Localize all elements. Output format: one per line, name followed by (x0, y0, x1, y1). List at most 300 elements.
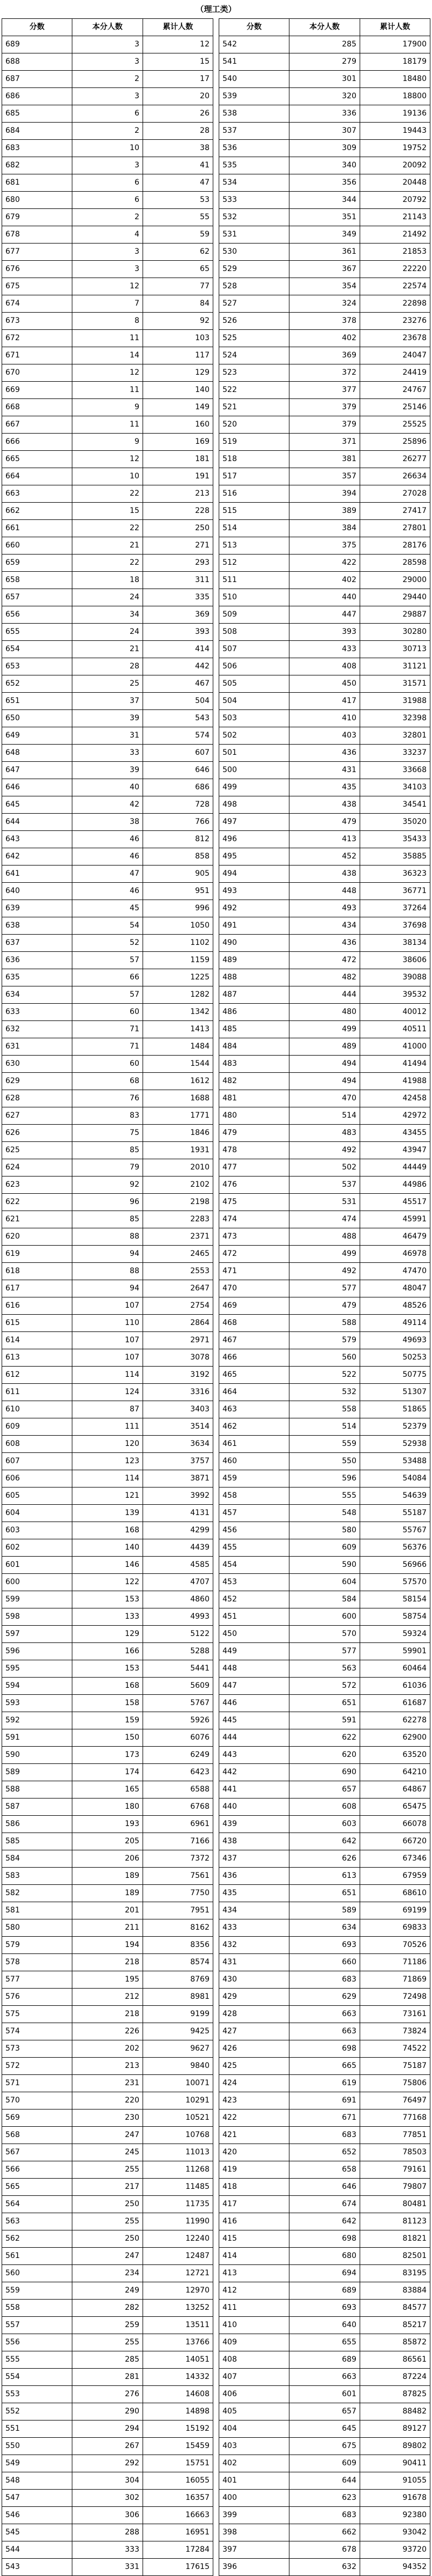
cumulative-cell: 81123 (360, 2213, 430, 2230)
count-cell: 165 (72, 1781, 143, 1798)
count-cell: 356 (289, 174, 360, 191)
cumulative-cell: 83884 (360, 2282, 430, 2299)
score-table-left (2, 18, 213, 2576)
cumulative-cell: 4993 (143, 1608, 213, 1625)
score-cell: 500 (219, 762, 289, 779)
table-row (2, 1384, 213, 1401)
table-row (219, 1574, 430, 1591)
cumulative-cell: 82501 (360, 2248, 430, 2264)
table-row (219, 1591, 430, 1608)
score-cell: 678 (2, 226, 72, 243)
cumulative-cell: 9425 (143, 2023, 213, 2040)
cumulative-cell: 76497 (360, 2092, 430, 2109)
table-row (219, 2300, 430, 2317)
score-cell: 587 (2, 1799, 72, 1815)
count-cell: 194 (72, 1937, 143, 1953)
score-cell: 663 (2, 485, 72, 502)
cumulative-cell: 38 (143, 140, 213, 157)
cumulative-cell: 36771 (360, 883, 430, 900)
cumulative-cell: 17900 (360, 36, 430, 53)
table-row (219, 1090, 430, 1107)
score-cell: 438 (219, 1833, 289, 1850)
table-row (2, 2075, 213, 2092)
count-cell: 94 (72, 1246, 143, 1262)
score-cell: 548 (2, 2472, 72, 2489)
count-cell: 39 (72, 710, 143, 727)
score-cell: 459 (219, 1470, 289, 1487)
score-cell: 518 (219, 451, 289, 468)
score-cell: 643 (2, 831, 72, 848)
cumulative-cell: 69199 (360, 1902, 430, 1919)
count-cell: 166 (72, 1643, 143, 1660)
count-cell: 657 (289, 1781, 360, 1798)
count-cell: 150 (72, 1729, 143, 1746)
table-row (219, 1885, 430, 1902)
table-row (2, 330, 213, 347)
cumulative-cell: 15192 (143, 2421, 213, 2437)
cumulative-cell: 37698 (360, 917, 430, 934)
score-cell: 503 (219, 710, 289, 727)
cumulative-cell: 45517 (360, 1194, 430, 1211)
count-cell: 558 (289, 1401, 360, 1418)
count-cell: 47 (72, 866, 143, 882)
score-cell: 452 (219, 1591, 289, 1608)
count-cell: 470 (289, 1090, 360, 1107)
cumulative-cell: 3403 (143, 1401, 213, 1418)
table-row (219, 917, 430, 935)
cumulative-cell: 85217 (360, 2317, 430, 2334)
count-cell: 107 (72, 1332, 143, 1349)
cumulative-cell: 4299 (143, 1522, 213, 1539)
cumulative-cell: 41494 (360, 1056, 430, 1072)
score-cell: 578 (2, 1954, 72, 1971)
score-cell: 594 (2, 1678, 72, 1694)
count-cell: 25 (72, 675, 143, 692)
score-cell: 456 (219, 1522, 289, 1539)
cumulative-cell: 67959 (360, 1868, 430, 1884)
cumulative-cell: 42458 (360, 1090, 430, 1107)
score-cell: 420 (219, 2144, 289, 2161)
table-row (2, 2127, 213, 2144)
count-cell: 46 (72, 848, 143, 865)
count-cell: 2 (72, 71, 143, 87)
score-cell: 646 (2, 779, 72, 796)
table-row (219, 675, 430, 693)
count-cell: 634 (289, 1919, 360, 1936)
table-row (2, 1799, 213, 1816)
count-cell: 88 (72, 1263, 143, 1280)
cumulative-cell: 51307 (360, 1384, 430, 1401)
cumulative-cell: 21143 (360, 209, 430, 226)
cumulative-cell: 213 (143, 485, 213, 502)
table-row (219, 2507, 430, 2524)
score-cell: 659 (2, 555, 72, 571)
score-cell: 512 (219, 555, 289, 571)
count-cell: 205 (72, 1833, 143, 1850)
count-cell: 563 (289, 1660, 360, 1677)
count-cell: 489 (289, 1038, 360, 1055)
count-cell: 522 (289, 1367, 360, 1383)
table-row (219, 727, 430, 745)
count-cell: 87 (72, 1401, 143, 1418)
cumulative-cell: 30280 (360, 624, 430, 640)
table-row (219, 1850, 430, 1868)
table-row (219, 1436, 430, 1453)
table-row (2, 1056, 213, 1073)
score-cell: 449 (219, 1643, 289, 1660)
score-cell: 423 (219, 2092, 289, 2109)
count-cell: 579 (289, 1332, 360, 1349)
count-cell: 655 (289, 2334, 360, 2351)
cumulative-cell: 22898 (360, 295, 430, 312)
table-row (2, 2230, 213, 2248)
score-cell: 558 (2, 2300, 72, 2316)
table-row (219, 1608, 430, 1626)
score-cell: 490 (219, 935, 289, 951)
table-row (2, 1937, 213, 1954)
cumulative-cell: 17284 (143, 2541, 213, 2558)
score-cell: 577 (2, 1971, 72, 1988)
cumulative-cell: 66078 (360, 1816, 430, 1833)
count-cell: 674 (289, 2196, 360, 2213)
score-cell: 521 (219, 399, 289, 416)
table-row (219, 36, 430, 53)
table-row (2, 1470, 213, 1488)
cumulative-cell: 58754 (360, 1608, 430, 1625)
score-cell: 645 (2, 796, 72, 813)
count-cell: 202 (72, 2040, 143, 2057)
table-row (219, 1073, 430, 1090)
score-cell: 531 (219, 226, 289, 243)
table-row (2, 1177, 213, 1194)
score-cell: 517 (219, 468, 289, 485)
score-cell: 418 (219, 2179, 289, 2195)
score-cell: 627 (2, 1107, 72, 1124)
cumulative-cell: 91678 (360, 2490, 430, 2506)
cumulative-cell: 19752 (360, 140, 430, 157)
table-row (2, 1712, 213, 1729)
score-cell: 441 (219, 1781, 289, 1798)
count-cell: 492 (289, 1142, 360, 1159)
score-cell: 679 (2, 209, 72, 226)
count-cell: 660 (289, 1954, 360, 1971)
table-row (2, 658, 213, 675)
cumulative-cell: 46978 (360, 1246, 430, 1262)
count-cell: 629 (289, 1989, 360, 2005)
count-cell: 3 (72, 157, 143, 174)
score-cell: 498 (219, 796, 289, 813)
score-cell: 598 (2, 1608, 72, 1625)
score-cell: 608 (2, 1436, 72, 1452)
cumulative-cell: 53488 (360, 1453, 430, 1470)
table-row (2, 1021, 213, 1038)
cumulative-cell: 2371 (143, 1228, 213, 1245)
cumulative-cell: 1342 (143, 1004, 213, 1020)
count-cell: 336 (289, 105, 360, 122)
cumulative-cell: 2102 (143, 1177, 213, 1193)
count-cell: 514 (289, 1107, 360, 1124)
score-cell: 658 (2, 572, 72, 589)
score-cell: 672 (2, 330, 72, 347)
table-row (219, 1833, 430, 1850)
score-cell: 674 (2, 295, 72, 312)
score-cell: 397 (219, 2541, 289, 2558)
cumulative-cell: 62278 (360, 1712, 430, 1729)
score-cell: 460 (219, 1453, 289, 1470)
cumulative-cell: 12240 (143, 2230, 213, 2247)
cumulative-cell: 504 (143, 693, 213, 709)
count-cell: 309 (289, 140, 360, 157)
table-row (219, 2490, 430, 2507)
table-row (2, 2196, 213, 2213)
count-cell: 37 (72, 693, 143, 709)
score-cell: 669 (2, 382, 72, 398)
count-cell: 436 (289, 745, 360, 761)
score-cell: 487 (219, 986, 289, 1003)
table-row (2, 606, 213, 624)
count-cell: 2 (72, 209, 143, 226)
score-cell: 434 (219, 1902, 289, 1919)
count-cell: 11 (72, 416, 143, 433)
count-cell: 218 (72, 2006, 143, 2023)
score-cell: 547 (2, 2490, 72, 2506)
cumulative-cell: 59324 (360, 1626, 430, 1642)
table-row (2, 1038, 213, 1056)
score-cell: 550 (2, 2438, 72, 2455)
score-table-right (219, 18, 430, 2576)
count-cell: 180 (72, 1799, 143, 1815)
score-cell: 534 (219, 174, 289, 191)
score-cell: 600 (2, 1574, 72, 1591)
score-cell: 569 (2, 2110, 72, 2126)
cumulative-cell: 84577 (360, 2300, 430, 2316)
table-row (219, 1280, 430, 1297)
cumulative-cell: 26 (143, 105, 213, 122)
count-cell: 389 (289, 503, 360, 519)
cumulative-cell: 40511 (360, 1021, 430, 1038)
table-row (2, 796, 213, 814)
cumulative-cell: 79161 (360, 2161, 430, 2178)
table-row (2, 2006, 213, 2023)
count-cell: 250 (72, 2230, 143, 2247)
score-cell: 427 (219, 2023, 289, 2040)
score-cell: 396 (219, 2559, 289, 2575)
cumulative-cell: 2553 (143, 1263, 213, 1280)
count-cell: 645 (289, 2421, 360, 2437)
table-row (2, 347, 213, 364)
table-row (219, 1004, 430, 1021)
count-cell: 403 (289, 727, 360, 744)
count-cell: 689 (289, 2351, 360, 2368)
count-cell: 218 (72, 1954, 143, 1971)
count-cell: 479 (289, 814, 360, 830)
score-cell: 580 (2, 1919, 72, 1936)
cumulative-cell: 33668 (360, 762, 430, 779)
table-row (219, 1989, 430, 2006)
score-cell: 612 (2, 1367, 72, 1383)
cumulative-cell: 13766 (143, 2334, 213, 2351)
table-row (2, 2334, 213, 2351)
score-cell: 472 (219, 1246, 289, 1262)
score-cell: 486 (219, 1004, 289, 1020)
cumulative-cell: 39088 (360, 969, 430, 986)
score-cell: 671 (2, 347, 72, 364)
header-score: 分数 (2, 19, 72, 36)
score-cell: 688 (2, 53, 72, 70)
cumulative-cell: 858 (143, 848, 213, 865)
score-cell: 422 (219, 2110, 289, 2126)
count-cell: 8 (72, 313, 143, 329)
table-row (219, 2317, 430, 2334)
score-cell: 480 (219, 1107, 289, 1124)
table-row (2, 503, 213, 520)
count-cell: 31 (72, 727, 143, 744)
table-row (219, 969, 430, 986)
cumulative-cell: 30713 (360, 641, 430, 658)
cumulative-cell: 29440 (360, 589, 430, 606)
cumulative-cell: 59 (143, 226, 213, 243)
count-cell: 285 (289, 36, 360, 53)
score-cell: 528 (219, 278, 289, 295)
score-cell: 478 (219, 1142, 289, 1159)
cumulative-cell: 55187 (360, 1505, 430, 1522)
cumulative-cell: 32398 (360, 710, 430, 727)
cumulative-cell: 28 (143, 123, 213, 139)
cumulative-cell: 62900 (360, 1729, 430, 1746)
table-row (2, 1678, 213, 1695)
table-row (219, 1470, 430, 1488)
table-row (219, 1954, 430, 1971)
score-cell: 629 (2, 1073, 72, 1090)
table-row (219, 1557, 430, 1574)
score-cell: 637 (2, 935, 72, 951)
count-cell: 331 (72, 2559, 143, 2575)
count-cell: 15 (72, 503, 143, 519)
table-row (219, 658, 430, 675)
score-cell: 607 (2, 1453, 72, 1470)
count-cell: 613 (289, 1868, 360, 1884)
count-cell: 693 (289, 2300, 360, 2316)
table-row (2, 1557, 213, 1574)
count-cell: 107 (72, 1349, 143, 1366)
table-row (219, 1177, 430, 1194)
score-cell: 432 (219, 1937, 289, 1953)
count-cell: 608 (289, 1799, 360, 1815)
score-cell: 493 (219, 883, 289, 900)
score-cell: 519 (219, 434, 289, 450)
table-row (2, 1453, 213, 1470)
cumulative-cell: 14608 (143, 2386, 213, 2403)
count-cell: 435 (289, 779, 360, 796)
cumulative-cell: 19136 (360, 105, 430, 122)
score-cell: 516 (219, 485, 289, 502)
table-row (2, 1660, 213, 1678)
count-cell: 531 (289, 1194, 360, 1211)
cumulative-cell: 414 (143, 641, 213, 658)
cumulative-cell: 67346 (360, 1850, 430, 1867)
score-cell: 399 (219, 2507, 289, 2524)
table-row (2, 1919, 213, 1937)
score-cell: 617 (2, 1280, 72, 1297)
cumulative-cell: 1413 (143, 1021, 213, 1038)
table-row (2, 2023, 213, 2040)
cumulative-cell: 50775 (360, 1367, 430, 1383)
table-row (2, 883, 213, 900)
score-cell: 513 (219, 537, 289, 554)
count-cell: 591 (289, 1712, 360, 1729)
score-cell: 510 (219, 589, 289, 606)
cumulative-cell: 9840 (143, 2058, 213, 2074)
cumulative-cell: 81821 (360, 2230, 430, 2247)
table-row (219, 244, 430, 261)
table-row (219, 1125, 430, 1142)
table-row (219, 693, 430, 710)
table-row (2, 468, 213, 485)
score-cell: 412 (219, 2282, 289, 2299)
table-row (219, 1643, 430, 1660)
count-cell: 212 (72, 1989, 143, 2005)
score-cell: 488 (219, 969, 289, 986)
score-cell: 545 (2, 2524, 72, 2541)
cumulative-cell: 25525 (360, 416, 430, 433)
table-row (219, 814, 430, 831)
table-row (219, 589, 430, 606)
cumulative-cell: 16663 (143, 2507, 213, 2524)
cumulative-cell: 75187 (360, 2058, 430, 2074)
cumulative-cell: 7561 (143, 1868, 213, 1884)
table-row (2, 2282, 213, 2300)
cumulative-cell: 8769 (143, 1971, 213, 1988)
table-row (2, 2213, 213, 2230)
cumulative-cell: 1282 (143, 986, 213, 1003)
cumulative-cell: 293 (143, 555, 213, 571)
cumulative-cell: 4439 (143, 1539, 213, 1556)
cumulative-cell: 53 (143, 192, 213, 208)
table-row (2, 71, 213, 88)
table-row (219, 2369, 430, 2386)
table-row (2, 589, 213, 606)
score-cell: 626 (2, 1125, 72, 1141)
count-cell: 434 (289, 917, 360, 934)
cumulative-cell: 27417 (360, 503, 430, 519)
cumulative-cell: 16055 (143, 2472, 213, 2489)
table-row (219, 2421, 430, 2438)
cumulative-cell: 92380 (360, 2507, 430, 2524)
count-cell: 488 (289, 1228, 360, 1245)
table-row (219, 1021, 430, 1038)
table-row (219, 520, 430, 537)
score-cell: 524 (219, 347, 289, 364)
table-row (2, 1436, 213, 1453)
count-cell: 302 (72, 2490, 143, 2506)
score-cell: 406 (219, 2386, 289, 2403)
cumulative-cell: 7750 (143, 1885, 213, 1902)
count-cell: 447 (289, 606, 360, 623)
table-row (219, 1418, 430, 1436)
score-cell: 400 (219, 2490, 289, 2506)
count-cell: 294 (72, 2421, 143, 2437)
cumulative-cell: 55767 (360, 1522, 430, 1539)
score-cell: 529 (219, 261, 289, 278)
score-cell: 653 (2, 658, 72, 675)
cumulative-cell: 14332 (143, 2369, 213, 2385)
cumulative-cell: 59901 (360, 1643, 430, 1660)
count-cell: 596 (289, 1470, 360, 1487)
count-cell: 213 (72, 2058, 143, 2074)
score-cell: 644 (2, 814, 72, 830)
table-row (219, 1695, 430, 1712)
cumulative-cell: 2647 (143, 1280, 213, 1297)
